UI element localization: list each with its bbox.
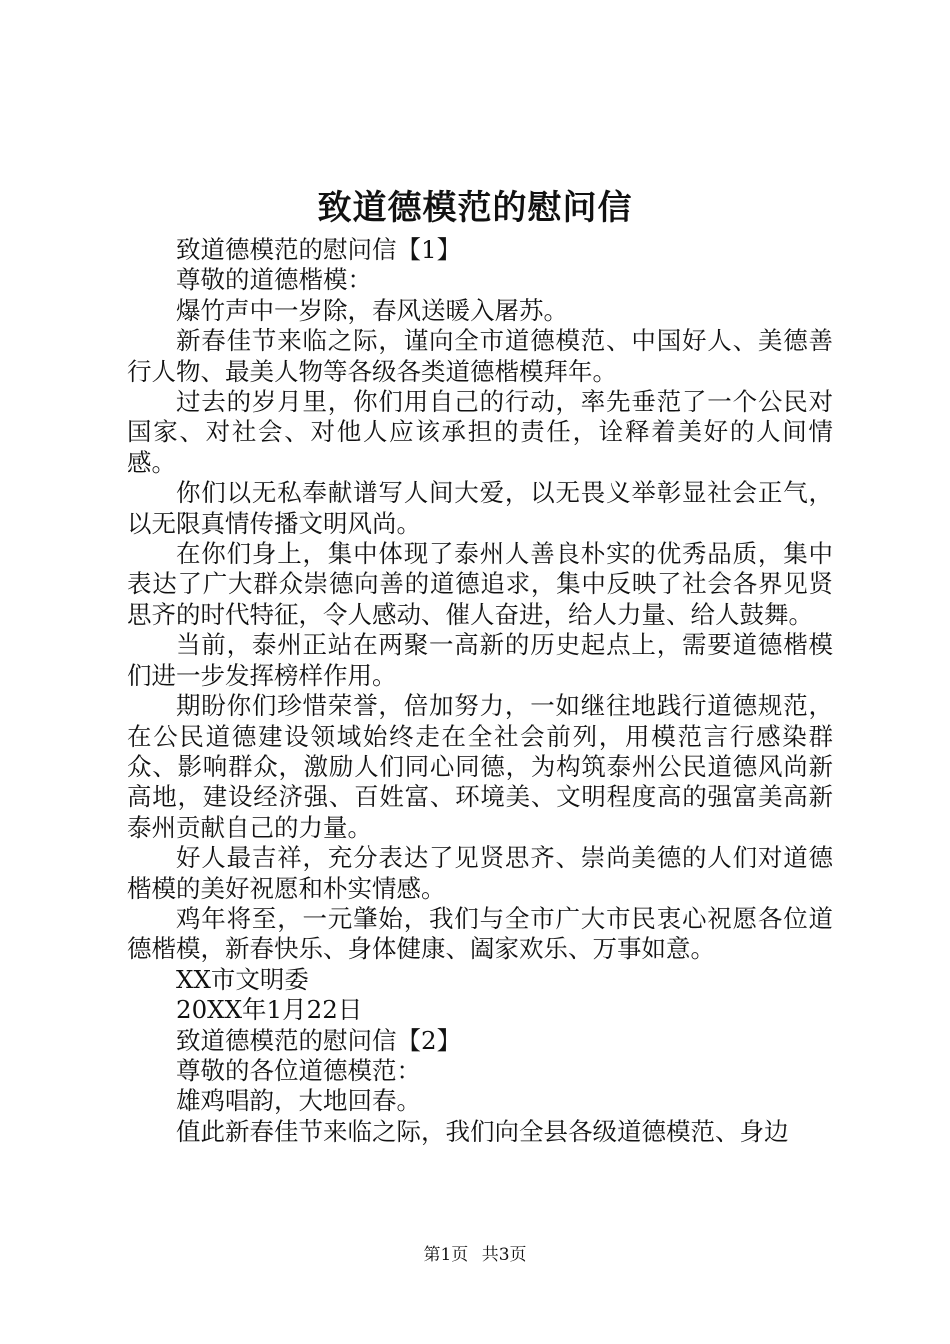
paragraph: 雄鸡唱韵，大地回春。 [176, 1086, 421, 1116]
salutation: 尊敬的道德楷模： [176, 265, 372, 295]
section-heading: 致道德模范的慰问信【1】 [176, 235, 462, 264]
document-body [127, 235, 833, 1147]
paragraph: 好人最吉祥，充分表达了见贤思齐、崇尚美德的人们对道德楷模的美好祝愿和朴实情感。 [127, 843, 833, 903]
paragraph: 在你们身上，集中体现了泰州人善良朴实的优秀品质，集中表达了广大群众崇德向善的道德追求，集中反映了社会各界见贤思齐的时代特征，令人感动、催人奋进，给人力量、给人鼓舞。 [127, 539, 833, 629]
page-number: 第1页 [423, 1245, 469, 1265]
paragraph: 爆竹声中一岁除，春风送暖入屠苏。 [176, 295, 568, 325]
paragraph: 当前，泰州正站在两聚一高新的历史起点上，需要道德楷模们进一步发挥榜样作用。 [127, 630, 833, 690]
document-title: 致道德模范的慰问信 [317, 188, 633, 228]
page-footer [0, 1243, 950, 1267]
paragraph: 期盼你们珍惜荣誉，倍加努力，一如继往地践行道德规范，在公民道德建设领域始终走在全社会前列，用模范言行感染群众、影响群众，激励人们同心同德，为构筑泰州公民道德风尚新高地，建设经济强、百姓富、环境美、文明程度高的强富美高新泰州贡献自己的力量。 [127, 691, 833, 842]
salutation: 尊敬的各位道德模范： [176, 1055, 421, 1085]
section-heading: 致道德模范的慰问信【2】 [176, 1025, 462, 1055]
paragraph: 值此新春佳节来临之际，我们向全县各级道德模范、身边 [176, 1116, 789, 1146]
signature-date: 20XX年1月22日 [176, 995, 363, 1025]
signature-organization: XX市文明委 [176, 964, 309, 994]
paragraph: 鸡年将至，一元肇始，我们与全市广大市民衷心祝愿各位道德楷模，新春快乐、身体健康、阖家欢乐、万事如意。 [127, 903, 833, 964]
paragraph: 新春佳节来临之际，谨向全市道德模范、中国好人、美德善行人物、最美人物等各级各类道德楷模拜年。 [127, 326, 833, 386]
paragraph: 过去的岁月里，你们用自己的行动，率先垂范了一个公民对国家、对社会、对他人应该承担的责任，诠释着美好的人间情感。 [127, 387, 833, 477]
paragraph: 你们以无私奉献谱写人间大爱，以无畏义举彰显社会正气，以无限真情传播文明风尚。 [127, 478, 833, 538]
page-total: 共3页 [481, 1245, 527, 1265]
